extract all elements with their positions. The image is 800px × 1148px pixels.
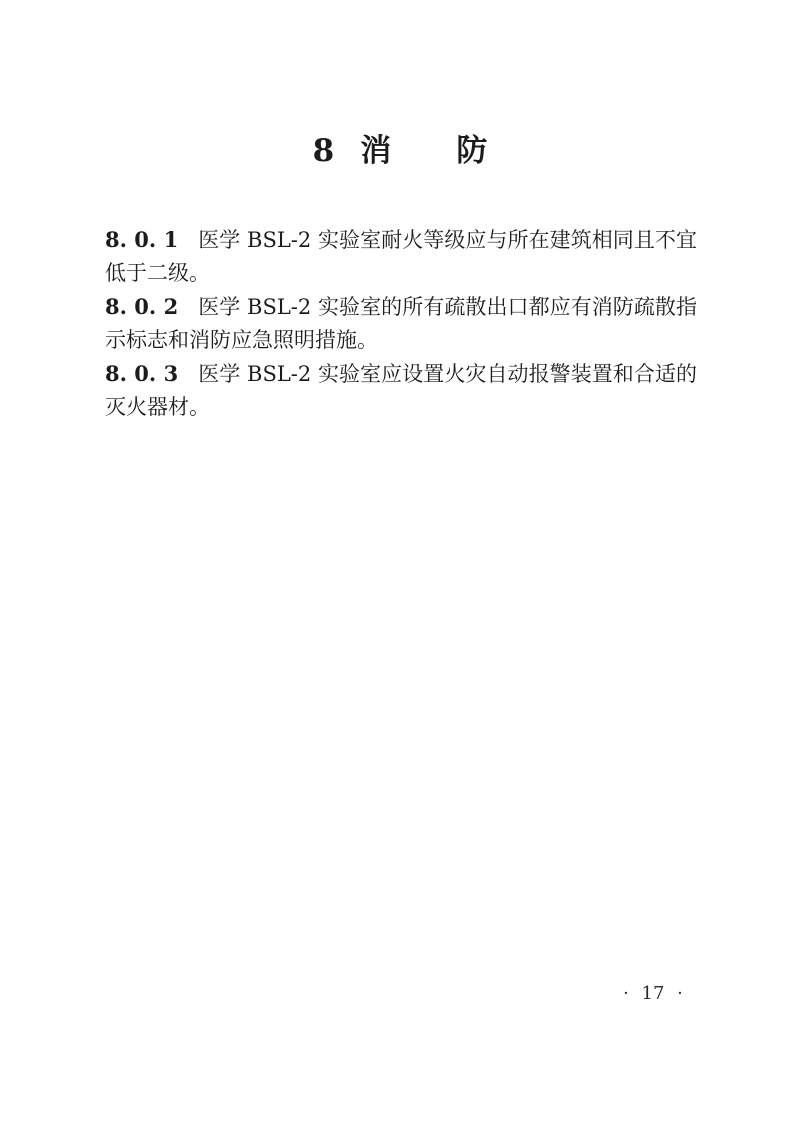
clause-8-0-2	[105, 290, 697, 357]
clause-text: 医学 BSL-2 实验室的所有疏散出口都应有消防疏散指示标志和消防应急照明措施。	[105, 295, 697, 352]
chapter-name: 消防	[360, 133, 553, 169]
clause-8-0-1	[105, 223, 697, 290]
clause-list	[105, 223, 697, 424]
clause-number: 8. 0. 3	[105, 361, 179, 386]
clause-number: 8. 0. 2	[105, 294, 179, 319]
clause-text: 医学 BSL-2 实验室应设置火灾自动报警装置和合适的灭火器材。	[105, 362, 697, 419]
clause-8-0-3	[105, 357, 697, 424]
clause-text: 医学 BSL-2 实验室耐火等级应与所在建筑相同且不宜低于二级。	[105, 228, 697, 285]
page-number: · 17 ·	[623, 983, 683, 1004]
chapter-number: 8	[312, 133, 335, 169]
clause-number: 8. 0. 1	[105, 227, 179, 252]
chapter-title	[0, 131, 800, 171]
